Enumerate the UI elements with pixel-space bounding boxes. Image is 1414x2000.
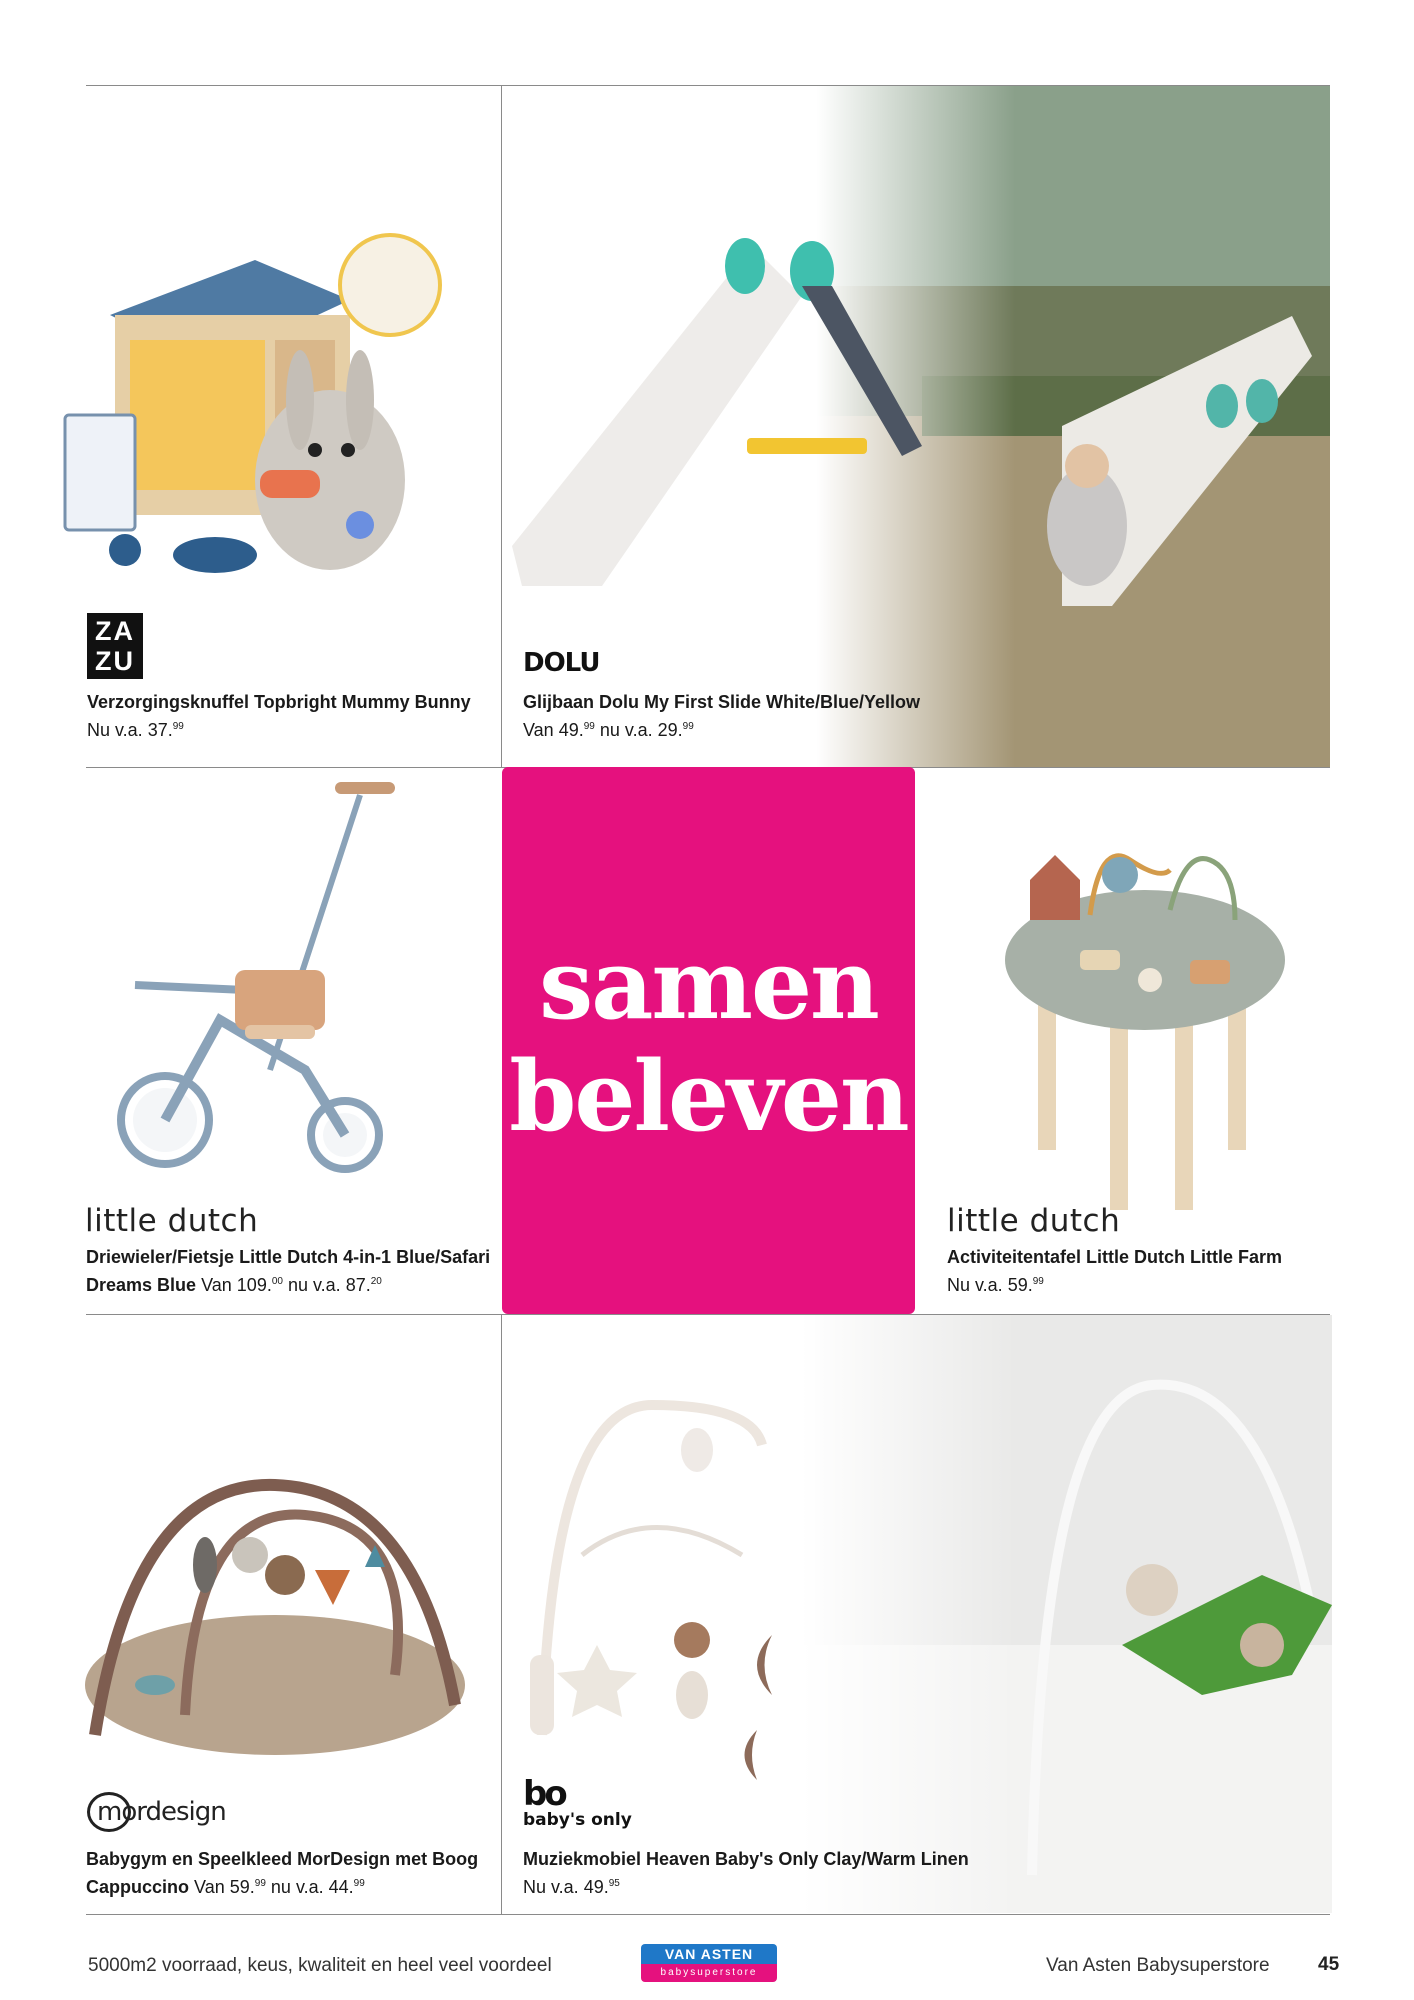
price-now: 37. <box>147 720 173 740</box>
price-prefix: nu v.a. <box>270 1877 324 1897</box>
product-price <box>86 1271 382 1299</box>
logo-bottom-text: babysuperstore <box>641 1964 777 1982</box>
price-was-prefix: Van <box>201 1275 232 1295</box>
banner-line1: samen <box>539 927 878 1041</box>
product-image-activity-table[interactable] <box>1000 830 1290 1220</box>
price-prefix: nu v.a. <box>287 1275 341 1295</box>
product-price <box>523 1873 620 1901</box>
footer-store-name: Van Asten Babysuperstore <box>1046 1955 1270 1976</box>
brand-logo-babys-only <box>523 1774 632 1830</box>
page-number: 45 <box>1318 1954 1340 1975</box>
price-now: 44. <box>328 1877 354 1897</box>
price-now-cents: 20 <box>370 1276 382 1287</box>
product-image-bunny[interactable] <box>60 205 480 590</box>
product-price <box>523 716 694 744</box>
brand-logo-dolu: DOLU <box>523 648 600 678</box>
brand-logo-mordesign: mordesign <box>87 1790 226 1834</box>
brand-logo-little-dutch: little dutch <box>947 1203 1121 1239</box>
price-prefix: Nu v.a. <box>523 1877 579 1897</box>
price-now-cents: 99 <box>682 721 694 732</box>
samen-beleven-banner <box>502 767 915 1314</box>
product-name[interactable]: Verzorgingsknuffel Topbright Mummy Bunny <box>87 692 471 712</box>
price-now: 29. <box>657 720 683 740</box>
product-name-line2[interactable]: Dreams Blue <box>86 1275 197 1295</box>
product-image-babygym[interactable] <box>75 1475 475 1765</box>
van-asten-logo[interactable] <box>641 1944 777 1982</box>
price-was-prefix: Van <box>523 720 554 740</box>
price-was: 59. <box>229 1877 255 1897</box>
babys-only-mark: bo <box>523 1774 565 1814</box>
product-name-line2[interactable]: Cappuccino <box>86 1877 190 1897</box>
price-prefix: Nu v.a. <box>87 720 143 740</box>
price-was-prefix: Van <box>194 1877 225 1897</box>
price-prefix: nu v.a. <box>599 720 653 740</box>
price-now-cents: 99 <box>353 1878 365 1889</box>
price-was-cents: 99 <box>583 721 595 732</box>
product-name-line1[interactable]: Driewieler/Fietsje Little Dutch 4-in-1 Blue/Safari <box>86 1247 491 1267</box>
price-now: 49. <box>583 1877 609 1897</box>
price-now-cents: 99 <box>1032 1276 1044 1287</box>
product-price <box>87 716 184 744</box>
footer-tagline: 5000m2 voorraad, keus, kwaliteit en heel veel voordeel <box>88 1955 552 1976</box>
product-name[interactable]: Muziekmobiel Heaven Baby's Only Clay/Warm Linen <box>523 1849 969 1869</box>
price-was-cents: 00 <box>271 1276 283 1287</box>
price-prefix: Nu v.a. <box>947 1275 1003 1295</box>
product-image-slide[interactable] <box>502 86 1330 767</box>
product-price <box>86 1873 365 1901</box>
product-image-tricycle[interactable] <box>95 770 455 1200</box>
logo-top-text: VAN ASTEN <box>641 1944 777 1964</box>
banner-line2: beleven <box>509 1039 908 1153</box>
price-now-cents: 99 <box>172 721 184 732</box>
product-name[interactable]: Glijbaan Dolu My First Slide White/Blue/Yellow <box>523 692 921 712</box>
brand-logo-zazu: ZA ZU <box>87 613 143 679</box>
price-was: 109. <box>236 1275 272 1295</box>
product-price <box>947 1271 1044 1299</box>
price-was: 49. <box>558 720 584 740</box>
product-name-line1[interactable]: Babygym en Speelkleed MorDesign met Boog <box>86 1849 479 1869</box>
price-now: 87. <box>345 1275 371 1295</box>
brand-logo-little-dutch: little dutch <box>85 1203 259 1239</box>
price-now: 59. <box>1007 1275 1033 1295</box>
babys-only-wordmark: baby's only <box>523 1810 632 1830</box>
product-name[interactable]: Activiteitentafel Little Dutch Little Farm <box>947 1247 1283 1267</box>
price-now-cents: 95 <box>608 1878 620 1889</box>
price-was-cents: 99 <box>254 1878 266 1889</box>
divider-bottom <box>86 1914 1330 1915</box>
